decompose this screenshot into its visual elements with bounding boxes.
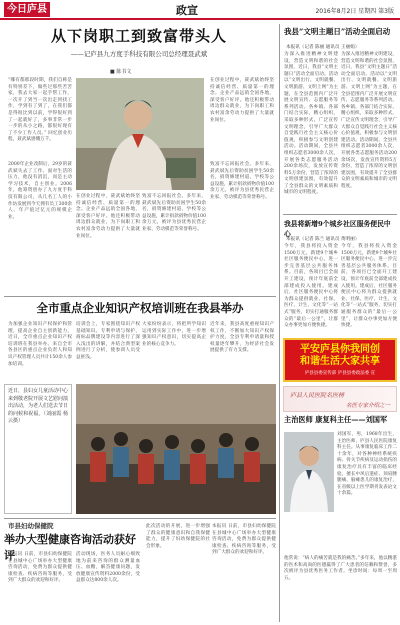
right-top-title: 我县“文明主题日”活动全面启动: [284, 27, 391, 36]
column-body-2: 他常说：“病人的痛苦就是我的痛苦。”多年来，他以精湛的医术和高尚的医德赢得了广大患者的信赖和赞誉，多次被评为县优秀医务工作者。坐诊时间：每周一至周五。: [284, 556, 397, 581]
right-top-headline: [284, 26, 396, 42]
lead-col-1: “哪有都那段时期，我们自称是有特别差下，做些过那些苦苦家，我去大家一起手帮工作，一次开了到当一次出走到找工作，学到有了到了，在我们都是得很比到以前，学得很好到了一起就好了，多事非常一步一步的从小之路，都很好现有了不少工作人员。” 回忆创业历程，聂武斌感慨万千。: [8, 78, 72, 143]
column-body: 刘国军，男，1968年出生，主治医师，庐县人民医院康复科主任。从事康复临床工作二十余年，对各种神经系统疾病、骨关节疾病及运动损伤的康复治疗具有丰富的临床经验。擅长中风后遗症、颈肩腰腿痛、脑瘫患儿的康复治疗，在省级以上医学期刊发表论文十余篇。: [337, 432, 397, 497]
divider: [4, 518, 276, 519]
story2-col-1: 为加强企业知识产权保护和管理，提高企业自主创新能力，近日，全市重点企业知识产权培训班在我县举办。来自全市各县区的重点企业负责人和知识产权管理人员共计150余人参加培训。: [8, 322, 72, 367]
column-divider: [279, 24, 280, 622]
lead-subtitle: ——记庐县九方度手科技有限公司总经理聂武斌: [70, 50, 208, 58]
story2-headline: [4, 300, 276, 320]
story3-headline: [4, 531, 144, 562]
story2-col-2: 培训会上，专家围绕知识产权基础知识、专利申请与保护、商标品牌建设等内容进行了深入浅出的讲解，并结合典型案例进行了分析，使参训人员受益匪浅。: [76, 322, 140, 360]
photo-caption: 近日，县妇女儿童活动中心来到敬老院开展文艺慰问演出活动，为老人们送去节日的问候和祝福。（刘丽霞 杨云摄）: [8, 388, 69, 424]
lead-col-6: 在创业过程中，聂武斌始终坚持诚信经营、质量第一的理念。企业产品远销全国各地，深受客户好评。他还积极带动周边群众就业，为下岗职工和农村富余劳动力提供了大量就业岗位。: [210, 78, 274, 123]
column-strip: [283, 386, 397, 412]
lead-col-3: 在创业过程中，聂武斌始终坚持诚信经营、质量第一的理念。企业产品远销全国各地，深受客户好评。他还积极带动周边群众就业，为下岗职工和农村富余劳动力提供了大量就业岗位。: [76, 194, 140, 239]
portrait-figure: [76, 78, 204, 190]
column-title: 主治医师 康复科主任——刘国军: [284, 415, 388, 424]
doctor-photo: [284, 432, 334, 512]
strip-title: 庐县人民医院名医榜: [290, 392, 345, 399]
lead-title: 从下岗职工到致富带头人: [50, 27, 227, 45]
right-mid-headline: [284, 218, 396, 238]
right-mid-title: 我县将新增9个城乡社区服务便民中心: [284, 220, 391, 238]
event-photo-scene: [76, 384, 276, 514]
story2-col-3: 大家纷纷表示，将把所学知识运用到实际工作中，进一步增强知识产权意识，切实提高企业的核心竞争力。: [142, 322, 206, 347]
event-photo: [76, 384, 276, 514]
story3-title: 举办大型健康咨询活动获好评: [4, 533, 136, 562]
lead-portrait: [76, 78, 204, 190]
column-headline: [284, 415, 396, 429]
story2-col-4: 近年来，我县高度重视知识产权工作，不断加大知识产权保护力度，全县专利申请量和授权量逐年攀升，为经济社会发展提供了有力支撑。: [210, 322, 274, 354]
issue-meta: 2016年8月2日 星期四 第3版: [315, 8, 394, 15]
banner-line-2: 和谐生活大家共享: [300, 356, 380, 367]
banner-footer: 庐县县委宣传部 庐县县委政法委 宣: [304, 371, 376, 376]
story3-kicker: 市县妇幼保健院: [8, 522, 54, 530]
divider: [283, 214, 397, 215]
story3-col-3: 此次活动的开展，进一步增强了群众的健康意识和自我保健能力，提升了妇幼保健院的社会形象。: [146, 524, 210, 549]
lead-byline: ■ 陈书文: [110, 69, 132, 75]
right-top-col-1: 为深入推进精神文明建设，营造文明和谐的社会氛围，近日，我县“文明主题日”活动全面启动。活动以“文明出行、文明就餐、文明旅游、文明上网”为主题，在全县范围内广泛开展文明宣传、志愿服务等系列活动。各乡镇、各部门结合实际，精心组织，采取多种形式，广泛宣传文明理念，引导广大群众自觉践行社会主义核心价值观，积极参与文明创建活动。活动期间，全县共组织志愿者3000余人次，开展各类志愿服务活动200余场次，发放宣传资料5万余份，营造了浓厚的文明创建氛围，有效提升了全县群众的文明素质和城市的文明程度。: [284, 52, 338, 196]
story3-col-2: 活动现场，医务人员耐心细致地为前来咨询的群众测量血压、血糖，解答健康问题，发放健康宣传资料2000余份，受益群众达800余人次。: [76, 552, 140, 584]
masthead: 今日庐县: [4, 2, 50, 17]
right-mid-byline: 本报讯（记者 陈兰 通讯员 黄明丽）: [286, 237, 360, 242]
lead-col-2: 2000年企业改制后，29岁的聂武斌失去了工作。面对生活的压力，他没有消沉，而是主动学习技术，自主创业。2006年，他筹资创办了九方度手科技有限公司，从几名工人的小作坊发展到今天拥有员工300余人、年产值过亿元的规模企业。: [8, 162, 72, 220]
doctor-figure: [284, 432, 334, 512]
divider: [4, 296, 276, 297]
story2-title: 全市重点企业知识产权培训班在我县举办: [36, 301, 244, 315]
story3-col-4: 本报讯 日前，市县妇幼保健院在县城中心广场举办大型健康咨询活动，免费为群众提供健康检查、疾病咨询等服务，受到广大群众的欢迎和好评。: [212, 524, 276, 556]
strip-subtitle: 名医专家介绍之一: [345, 403, 390, 409]
photo-caption-box: [4, 384, 72, 514]
right-mid-col-2: 今年，我县将投入资金1500万元，新建9个城乡社区服务便民中心，进一步完善基层公共服务体系。目前，各项目已全面开工建设，预计年底前全部建成投入使用。建成后，社区服务便民中心将为群众提供就业、社保、医疗、计生、文化等“一站式”服务，切实打通服务群众的“最后一公里”，让群众办事更加方便快捷。: [341, 244, 397, 329]
page-header: [0, 0, 400, 20]
story3-col-1: 本报讯 日前，市县妇幼保健院在县城中心广场举办大型健康咨询活动，免费为群众提供健康检查、疾病咨询等服务，受到广大群众的欢迎和好评。: [8, 552, 72, 584]
public-banner: [283, 338, 397, 382]
right-mid-col-1: 今年，我县将投入资金1500万元，新建9个城乡社区服务便民中心，进一步完善基层公共服务体系。目前，各项目已全面开工建设，预计年底前全部建成投入使用。建成后，社区服务便民中心将为群众提供就业、社保、医疗、计生、文化等“一站式”服务，切实打通服务群众的“最后一公里”，让群众办事更加方便快捷。: [284, 244, 338, 329]
right-top-col-2: 为深入推进精神文明建设，营造文明和谐的社会氛围，近日，我县“文明主题日”活动全面启动。活动以“文明出行、文明就餐、文明旅游、文明上网”为主题，在全县范围内广泛开展文明宣传、志愿服务等系列活动。各乡镇、各部门结合实际，精心组织，采取多种形式，广泛宣传文明理念，引导广大群众自觉践行社会主义核心价值观，积极参与文明创建活动。活动期间，全县共组织志愿者3000余人次，开展各类志愿服务活动200余场次，发放宣传资料5万余份，营造了浓厚的文明创建氛围，有效提升了全县群众的文明素质和城市的文明程度。: [341, 52, 397, 189]
section-title: 政宣: [176, 4, 198, 17]
right-top-byline: 本报讯（记者 陈丽 通讯员 王丽娟）: [286, 45, 360, 50]
banner-line-1: 平安庐县你我同创: [300, 344, 380, 355]
lead-col-5: 致富不忘回报社会。多年来，聂武斌先后资助贫困学生50余名，捐资修建村道、学校等公益设施，累计捐款捐物价值100余万元，被评为县优秀民营企业家、劳动模范等荣誉称号。: [210, 162, 274, 200]
lead-col-4: 致富不忘回报社会。多年来，聂武斌先后资助贫困学生50余名，捐资修建村道、学校等公益设施，累计捐款捐物价值100余万元，被评为县优秀民营企业家、劳动模范等荣誉称号。: [142, 194, 206, 232]
lead-headline: [4, 25, 274, 65]
